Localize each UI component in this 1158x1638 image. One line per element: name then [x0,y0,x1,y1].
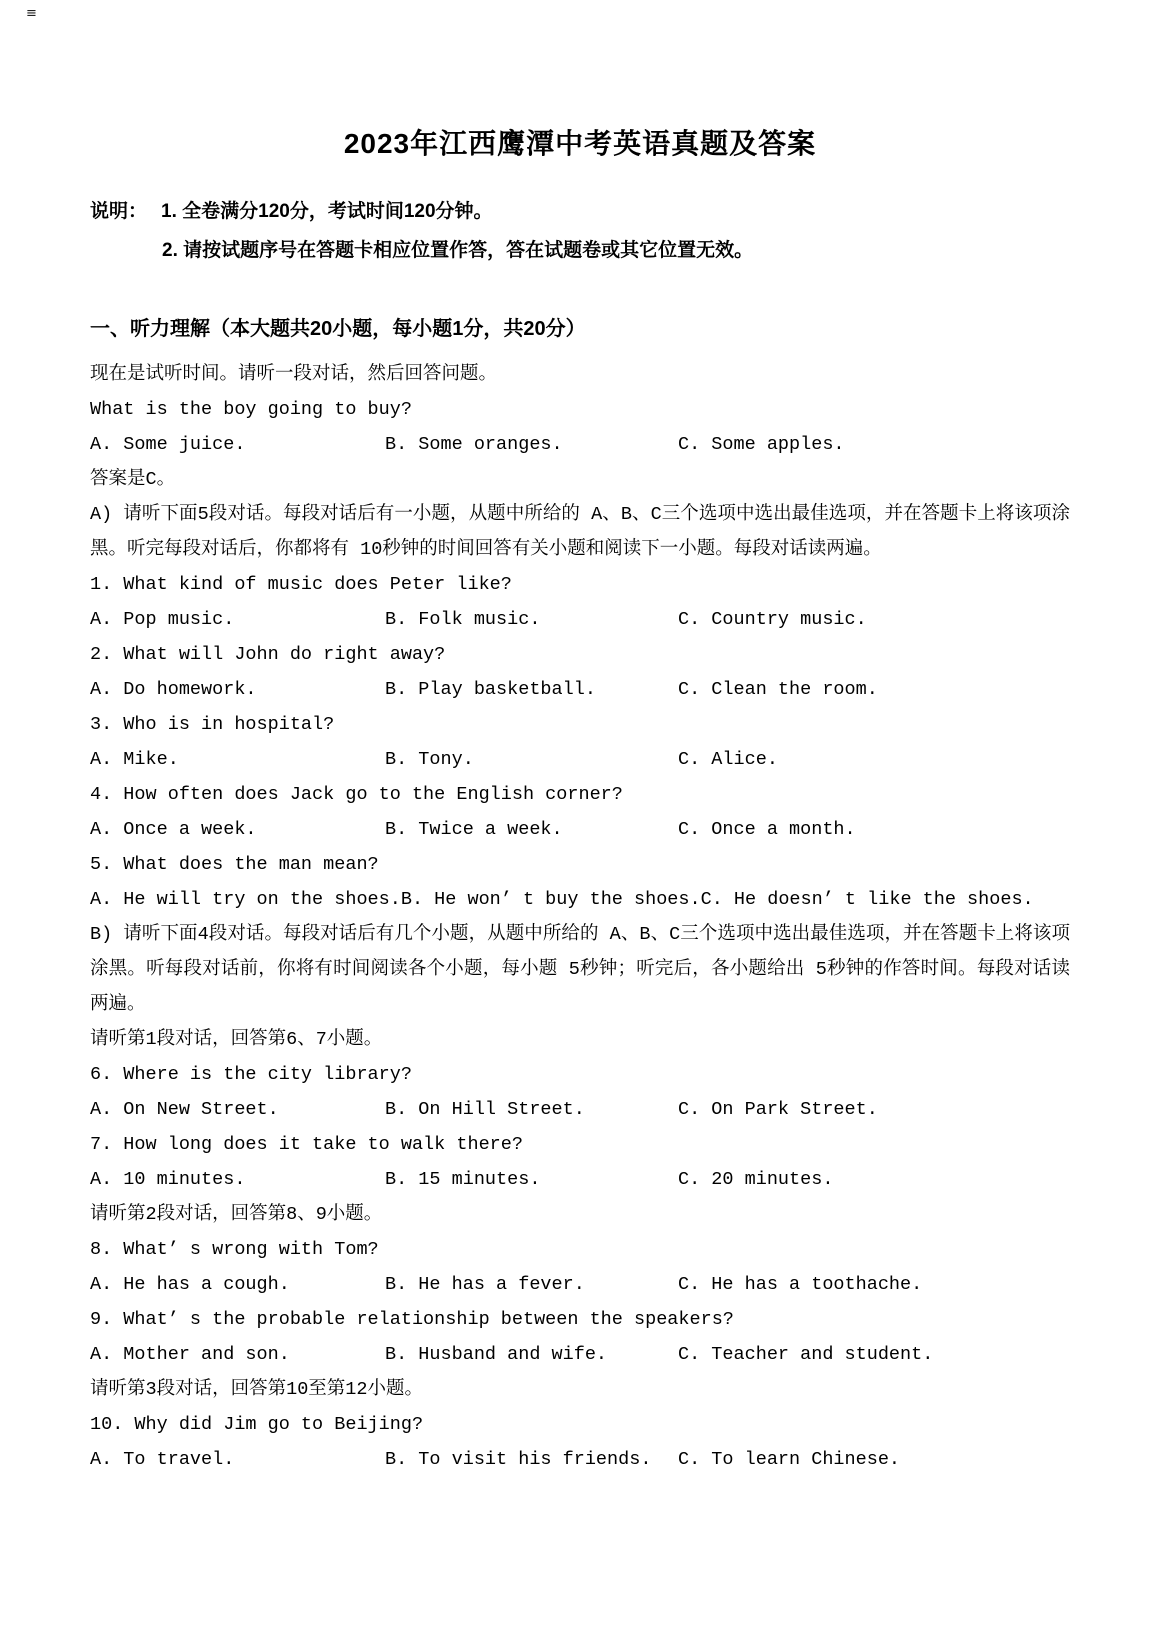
option-b: B. To visit his friends. [385,1449,652,1470]
option-b: B. Folk music. [385,609,541,630]
note-text-2: 2. 请按试题序号在答题卡相应位置作答，答在试题卷或其它位置无效。 [162,240,754,261]
notes-label: 说明： [90,201,148,222]
exam-notes [90,192,1070,270]
option-a: A. Some juice. [90,434,246,455]
options-row [90,1162,1070,1197]
option-b: B. He won’ t buy the shoes. [400,889,701,910]
options-row [90,1337,1070,1372]
option-b: B. Husband and wife. [385,1344,608,1365]
page-corner-mark: ≡ [26,6,36,21]
question-line: 7. How long does it take to walk there? [90,1134,523,1155]
options-row [90,812,1070,847]
question-line: 10. Why did Jim go to Beijing? [90,1414,424,1435]
question-line: 3. Who is in hospital? [90,714,335,735]
option-a: A. Pop music. [90,609,235,630]
option-b: B. Tony. [385,749,474,770]
options-row [90,742,1070,777]
option-c: C. Teacher and student. [678,1344,934,1365]
option-b: B. On Hill Street. [385,1099,585,1120]
option-b: B. Twice a week. [385,819,563,840]
options-row [90,672,1070,707]
option-c: C. Clean the room. [678,679,878,700]
note-line-2 [90,231,1070,270]
option-c: C. Some apples. [678,434,845,455]
question-line: 9. What’ s the probable relationship between the speakers? [90,1309,734,1330]
option-a: A. Once a week. [90,819,257,840]
option-a: A. Do homework. [90,679,257,700]
option-a: A. He will try on the shoes. [90,889,401,910]
option-a: A. 10 minutes. [90,1169,246,1190]
option-a: A. He has a cough. [90,1274,290,1295]
option-c: C. He doesn’ t like the shoes. [700,889,1034,910]
question-line: 8. What’ s wrong with Tom? [90,1239,379,1260]
options-row [90,1267,1070,1302]
question-line: 5. What does the man mean? [90,854,379,875]
option-a: A. Mother and son. [90,1344,290,1365]
option-a: A. On New Street. [90,1099,279,1120]
options-row [90,1442,1070,1477]
instruction-paragraph: B) 请听下面4段对话。每段对话后有几个小题，从题中所给的 A、B、C三个选项中选出最佳选项，并在答题卡上将该项涂黑。听每段对话前，你将有时间阅读各个小题，每小题 5秒钟；听完后，各小题给出 5秒钟的作答时间。每段对话读两遍。 [90,924,1070,1015]
option-b: B. Some oranges. [385,434,563,455]
option-b: B. Play basketball. [385,679,596,700]
option-c: C. Alice. [678,749,778,770]
chinese-text-line: 请听第3段对话，回答第10至第12小题。 [90,1379,424,1400]
option-c: C. 20 minutes. [678,1169,834,1190]
section-heading: 一、听力理解（本大题共20小题，每小题1分，共20分） [90,318,586,340]
option-a: A. Mike. [90,749,179,770]
note-text-1: 1. 全卷满分120分，考试时间120分钟。 [161,201,493,222]
question-line: 1. What kind of music does Peter like? [90,574,512,595]
page-title: 2023年江西鹰潭中考英语真题及答案 [343,128,817,159]
question-line: What is the boy going to buy? [90,399,412,420]
option-b: B. 15 minutes. [385,1169,541,1190]
option-b: B. He has a fever. [385,1274,585,1295]
chinese-text-line: 答案是C。 [90,469,176,490]
options-row [90,1092,1070,1127]
note-line-1 [90,192,1070,231]
question-line: 2. What will John do right away? [90,644,446,665]
option-c: C. On Park Street. [678,1099,878,1120]
option-c: C. Once a month. [678,819,856,840]
chinese-text-line: 请听第2段对话，回答第8、9小题。 [90,1204,383,1225]
option-c: C. He has a toothache. [678,1274,923,1295]
options-row [90,427,1070,462]
chinese-text-line: 现在是试听时间。请听一段对话，然后回答问题。 [90,364,498,385]
option-c: C. To learn Chinese. [678,1449,901,1470]
instruction-paragraph: A) 请听下面5段对话。每段对话后有一小题，从题中所给的 A、B、C三个选项中选出最佳选项，并在答题卡上将该项涂黑。听完每段对话后，你都将有 10秒钟的时间回答有关小题和阅读下一小题。每段对话读两遍。 [90,504,1070,560]
exam-content [90,357,1070,1477]
options-row [90,882,1070,917]
options-row [90,602,1070,637]
question-line: 4. How often does Jack go to the English corner? [90,784,623,805]
question-line: 6. Where is the city library? [90,1064,412,1085]
option-c: C. Country music. [678,609,867,630]
option-a: A. To travel. [90,1449,235,1470]
chinese-text-line: 请听第1段对话，回答第6、7小题。 [90,1029,383,1050]
